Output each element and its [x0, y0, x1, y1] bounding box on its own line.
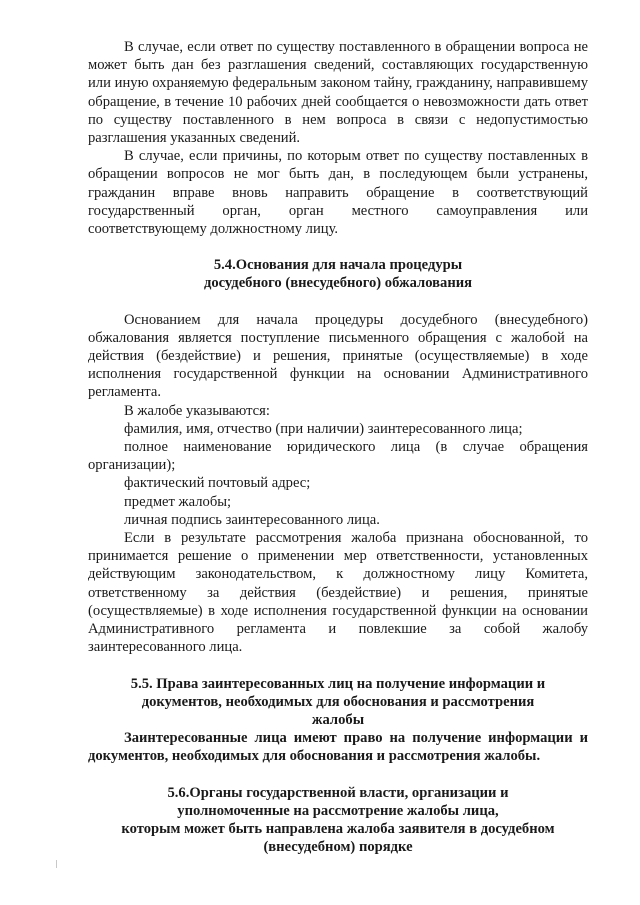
- list-item: личная подпись заинтересованного лица.: [124, 511, 380, 528]
- list-item: предмет жалобы;: [124, 493, 232, 510]
- paragraph: Если в результате рассмотрения жалоба признана обоснованной, то принимается решение о применении мер ответственности, установленных действующим законодательством, к должностному лицу Комитета, ответственному за действия (бездействие) и решения, принятые (осуществляемые) в ходе исполнения государственной функции на основании Административного регламента и повлекшие за собой жалобу заинтересованного лица.: [88, 530, 588, 656]
- scan-mark: [56, 860, 57, 868]
- section-heading: 5.5. Права заинтересованных лиц на получение информации и документов, необходимых для обоснования и рассмотрения жалобы: [130, 675, 546, 728]
- bold-paragraph: Заинтересованные лица имеют право на получение информации и документов, необходимых для обоснования и рассмотрения жалобы.: [88, 730, 588, 765]
- list-item: фактический почтовый адрес;: [124, 475, 311, 492]
- paragraph: Основанием для начала процедуры досудебного (внесудебного) обжалования является поступление письменного обращения с жалобой на действия (бездействие) и решения, принятые (осуществляемые) в ходе исполнения государственной функции на основании Административного регламента.: [88, 311, 588, 401]
- list-item: фамилия, имя, отчество (при наличии) заинтересованного лица;: [124, 420, 523, 437]
- paragraph: В жалобе указываются:: [124, 402, 270, 419]
- paragraph: В случае, если причины, по которым ответ по существу поставленных в обращении вопросов не мог быть дан, в последующем были устранены, гражданин вправе вновь направить обращение в соответствующий государственный орган, орган местного самоуправления или соответствующему должностному лицу.: [88, 148, 588, 238]
- paragraph: В случае, если ответ по существу поставленного в обращении вопроса не может быть дан без разглашения сведений, составляющих государственную или иную охраняемую федеральным законом тайну, гражданину, направившему обращение, в течение 10 рабочих дней сообщается о невозможности дать ответ по существу поставленного в нем вопроса в связи с недопустимостью разглашения указанных сведений.: [88, 39, 588, 147]
- list-item: полное наименование юридического лица (в случае обращения организации);: [88, 439, 588, 474]
- section-heading: 5.4.Основания для начала процедуры досудебного (внесудебного) обжалования: [203, 257, 473, 292]
- section-heading: 5.6.Органы государственной власти, организации и уполномоченные на рассмотрение жалобы лица, которым может быть направлена жалоба заявителя в досудебном (внесудебном) порядке: [121, 784, 555, 856]
- document-body: [88, 38, 588, 856]
